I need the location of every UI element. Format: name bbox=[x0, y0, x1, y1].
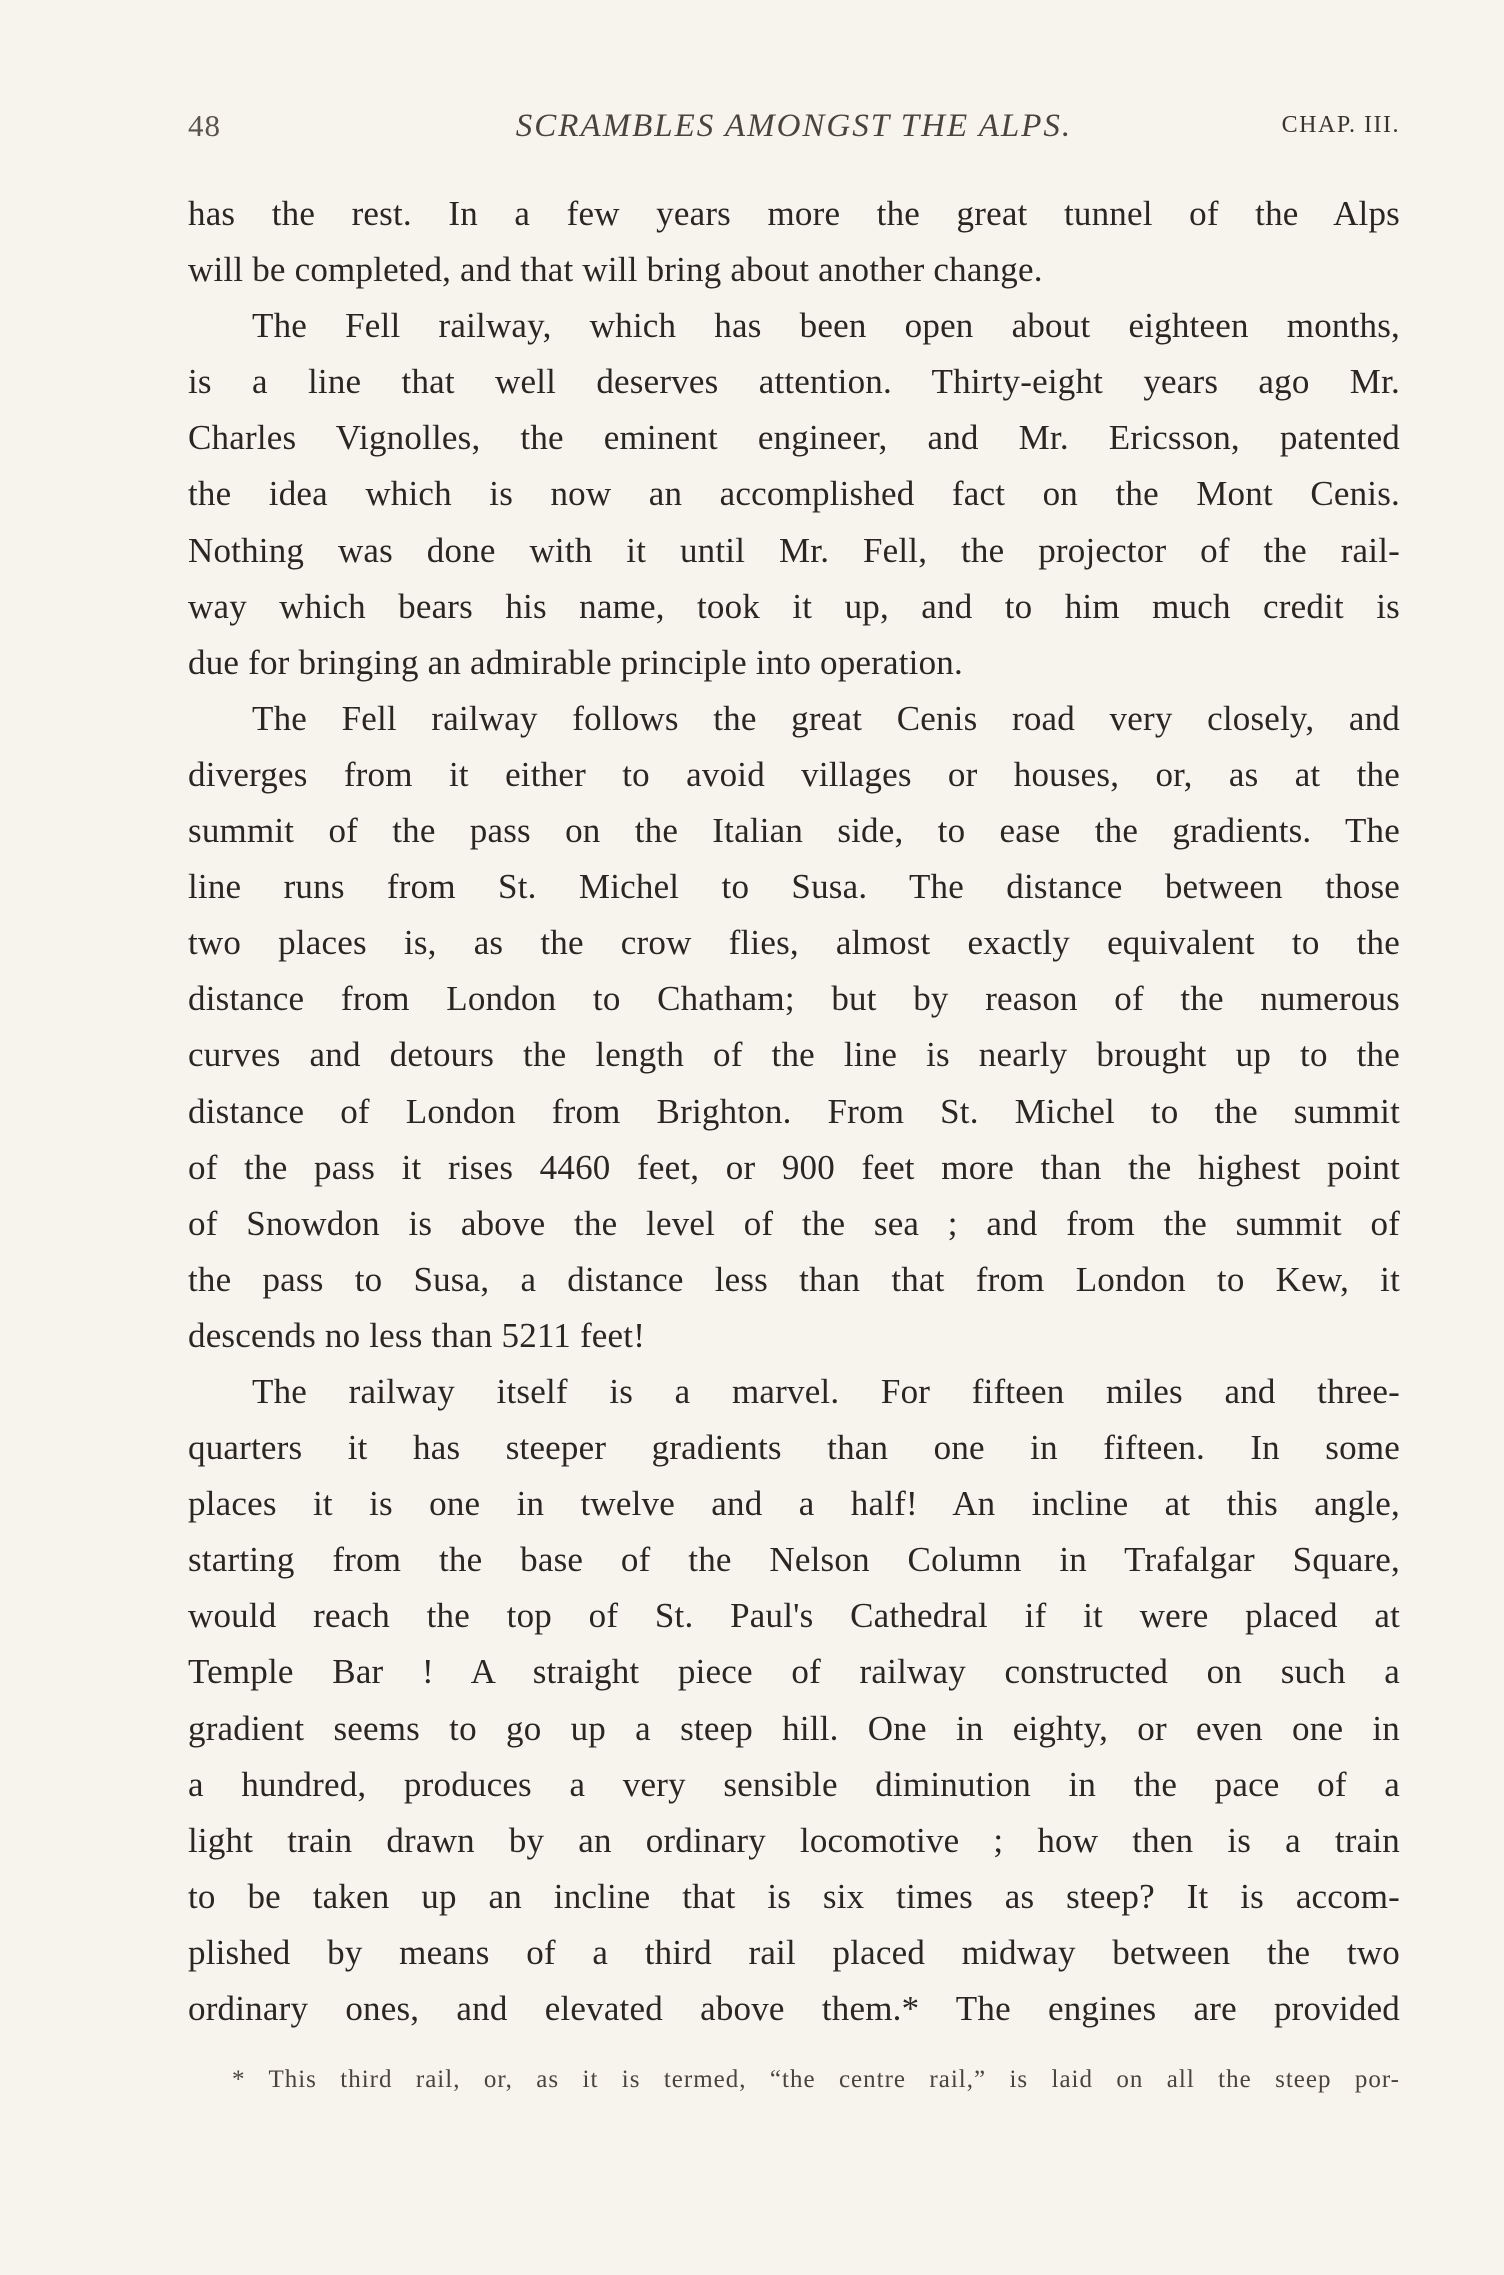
running-header bbox=[188, 108, 1400, 152]
text-line: a hundred, produces a very sensible diminution in the pace of a bbox=[188, 1764, 1400, 1804]
page-number: 48 bbox=[188, 108, 221, 143]
footnote bbox=[232, 2057, 1400, 2103]
text-line: diverges from it either to avoid villages or houses, or, as at the bbox=[188, 754, 1400, 794]
text-line: of Snowdon is above the level of the sea ; and from the summit of bbox=[188, 1203, 1400, 1243]
chapter-label: CHAP. III. bbox=[1281, 112, 1400, 138]
text-line: The railway itself is a marvel. For fifteen miles and three- bbox=[252, 1371, 1400, 1411]
text-line: Nothing was done with it until Mr. Fell, the projector of the rail- bbox=[188, 530, 1400, 570]
text-line: the pass to Susa, a distance less than that from London to Kew, it bbox=[188, 1259, 1400, 1299]
body-text bbox=[188, 186, 1400, 2037]
text-line: distance from London to Chatham; but by reason of the numerous bbox=[188, 979, 1400, 1019]
text-line: distance of London from Brighton. From St. Michel to the summit bbox=[188, 1091, 1400, 1131]
text-line: line runs from St. Michel to Susa. The distance between those bbox=[188, 867, 1400, 907]
text-line: would reach the top of St. Paul's Cathedral if it were placed at bbox=[188, 1596, 1400, 1636]
text-line: has the rest. In a few years more the great tunnel of the Alps bbox=[188, 194, 1400, 233]
text-line: is a line that well deserves attention. Thirty-eight years ago Mr. bbox=[188, 362, 1400, 402]
text-line: way which bears his name, took it up, and to him much credit is bbox=[188, 586, 1400, 626]
text-line: ordinary ones, and elevated above them.* The engines are provided bbox=[188, 1989, 1400, 2028]
text-line: Charles Vignolles, the eminent engineer, and Mr. Ericsson, patented bbox=[188, 418, 1400, 458]
text-line: due for bringing an admirable principle into operation. bbox=[188, 642, 963, 682]
text-line: descends no less than 5211 feet! bbox=[188, 1315, 646, 1355]
text-line: Temple Bar ! A straight piece of railway constructed on such a bbox=[188, 1652, 1400, 1692]
text-line: light train drawn by an ordinary locomotive ; how then is a train bbox=[188, 1820, 1400, 1860]
text-line: two places is, as the crow flies, almost exactly equivalent to the bbox=[188, 923, 1400, 963]
text-line: gradient seems to go up a steep hill. One in eighty, or even one in bbox=[188, 1708, 1400, 1748]
text-line: The Fell railway, which has been open about eighteen months, bbox=[252, 306, 1400, 346]
text-line: curves and detours the length of the line is nearly brought up to the bbox=[188, 1035, 1400, 1075]
text-line: of the pass it rises 4460 feet, or 900 feet more than the highest point bbox=[188, 1147, 1400, 1187]
text-line: summit of the pass on the Italian side, to ease the gradients. The bbox=[188, 811, 1400, 851]
text-line: will be completed, and that will bring about another change. bbox=[188, 250, 1043, 290]
text-line: the idea which is now an accomplished fact on the Mont Cenis. bbox=[188, 474, 1400, 514]
text-line: The Fell railway follows the great Cenis road very closely, and bbox=[252, 698, 1400, 738]
running-title: SCRAMBLES AMONGST THE ALPS. bbox=[515, 108, 1073, 144]
text-line: starting from the base of the Nelson Column in Trafalgar Square, bbox=[188, 1540, 1400, 1580]
text-line: to be taken up an incline that is six times as steep? It is accom- bbox=[188, 1876, 1400, 1916]
text-line: places it is one in twelve and a half! An incline at this angle, bbox=[188, 1484, 1400, 1524]
footnote-line: * This third rail, or, as it is termed, “the centre rail,” is laid on all the steep por- bbox=[232, 2066, 1400, 2093]
text-line: plished by means of a third rail placed midway between the two bbox=[188, 1932, 1400, 1972]
text-line: quarters it has steeper gradients than one in fifteen. In some bbox=[188, 1428, 1400, 1468]
